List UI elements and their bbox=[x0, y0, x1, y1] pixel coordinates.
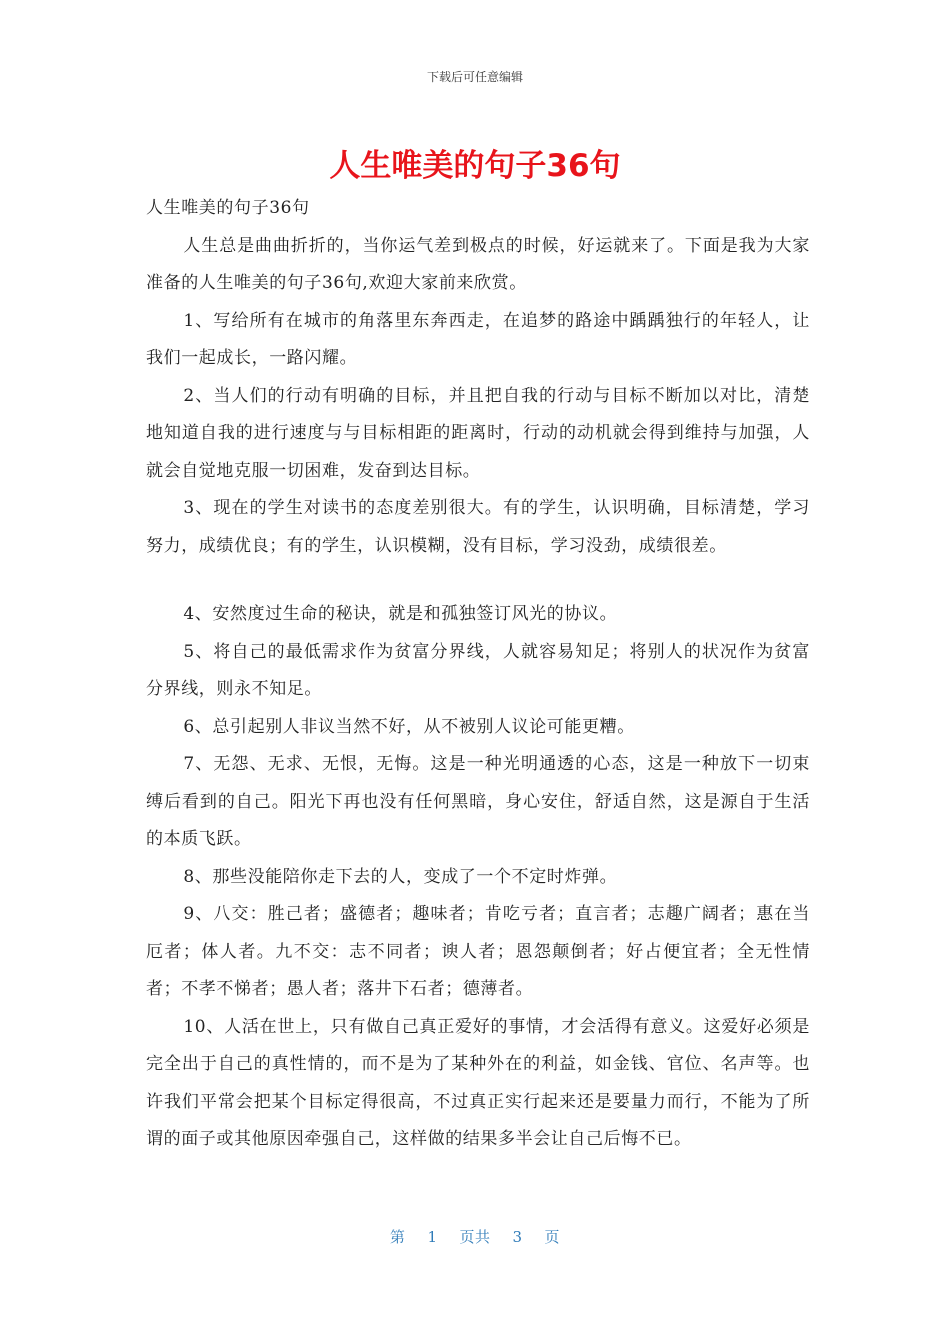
sentence-item-9: 9、八交：胜己者；盛德者；趣味者；肯吃亏者；直言者；志趣广阔者；惠在当厄者；体人者。九不交：志不同者；谀人者；恩怨颠倒者；好占便宜者；全无性情者；不孝不悌者；愚人者；落井下石者；德薄者。 bbox=[146, 904, 810, 999]
sentence-item-10: 10、人活在世上，只有做自己真正爱好的事情，才会活得有意义。这爱好必须是完全出于自己的真性情的，而不是为了某种外在的利益，如金钱、官位、名声等。也许我们平常会把某个目标定得很高，不过真正实行起来还是要量力而行，不能为了所谓的面子或其他原因牵强自己，这样做的结果多半会让自己后悔不已。 bbox=[146, 1016, 810, 1149]
sentence-item-1: 1、写给所有在城市的角落里东奔西走，在追梦的路途中踽踽独行的年轻人，让我们一起成长，一路闪耀。 bbox=[146, 310, 810, 368]
footer-word-end: 页 bbox=[544, 1228, 561, 1246]
intro-paragraph: 人生总是曲曲折折的，当你运气差到极点的时候，好运就来了。下面是我为大家准备的人生唯美的句子36句,欢迎大家前来欣赏。 bbox=[146, 235, 810, 293]
document-title: 人生唯美的句子36句 bbox=[329, 148, 621, 184]
sentence-item-7: 7、无怨、无求、无恨，无悔。这是一种光明通透的心态，这是一种放下一切束缚后看到的自己。阳光下再也没有任何黑暗，身心安住，舒适自然，这是源自于生活的本质飞跃。 bbox=[146, 754, 810, 849]
footer-total-pages: 3 bbox=[512, 1228, 523, 1246]
document-body bbox=[146, 190, 810, 1159]
header-note: 下载后可任意编辑 bbox=[426, 70, 523, 84]
sentence-item-3: 3、现在的学生对读书的态度差别很大。有的学生，认识明确，目标清楚，学习努力，成绩优良；有的学生，认识模糊，没有目标，学习没劲，成绩很差。 bbox=[146, 498, 810, 556]
subtitle: 人生唯美的句子36句 bbox=[146, 198, 310, 218]
page-footer bbox=[0, 1226, 950, 1247]
footer-word-page: 第 bbox=[389, 1228, 406, 1246]
sentence-item-4: 4、安然度过生命的秘诀，就是和孤独签订风光的协议。 bbox=[183, 604, 618, 624]
sentence-item-6: 6、总引起别人非议当然不好，从不被别人议论可能更糟。 bbox=[183, 716, 635, 737]
footer-word-total: 页共 bbox=[459, 1228, 491, 1246]
sentence-item-5: 5、将自己的最低需求作为贫富分界线，人就容易知足；将别人的状况作为贫富分界线，则永不知足。 bbox=[146, 641, 810, 699]
sentence-item-8: 8、那些没能陪你走下去的人，变成了一个不定时炸弹。 bbox=[183, 866, 618, 887]
sentence-item-2: 2、当人们的行动有明确的目标，并且把自我的行动与目标不断加以对比，清楚地知道自我的进行速度与与目标相距的距离时，行动的动机就会得到维持与加强，人就会自觉地克服一切困难，发奋到达目标。 bbox=[146, 385, 810, 481]
footer-current-page: 1 bbox=[427, 1228, 438, 1246]
